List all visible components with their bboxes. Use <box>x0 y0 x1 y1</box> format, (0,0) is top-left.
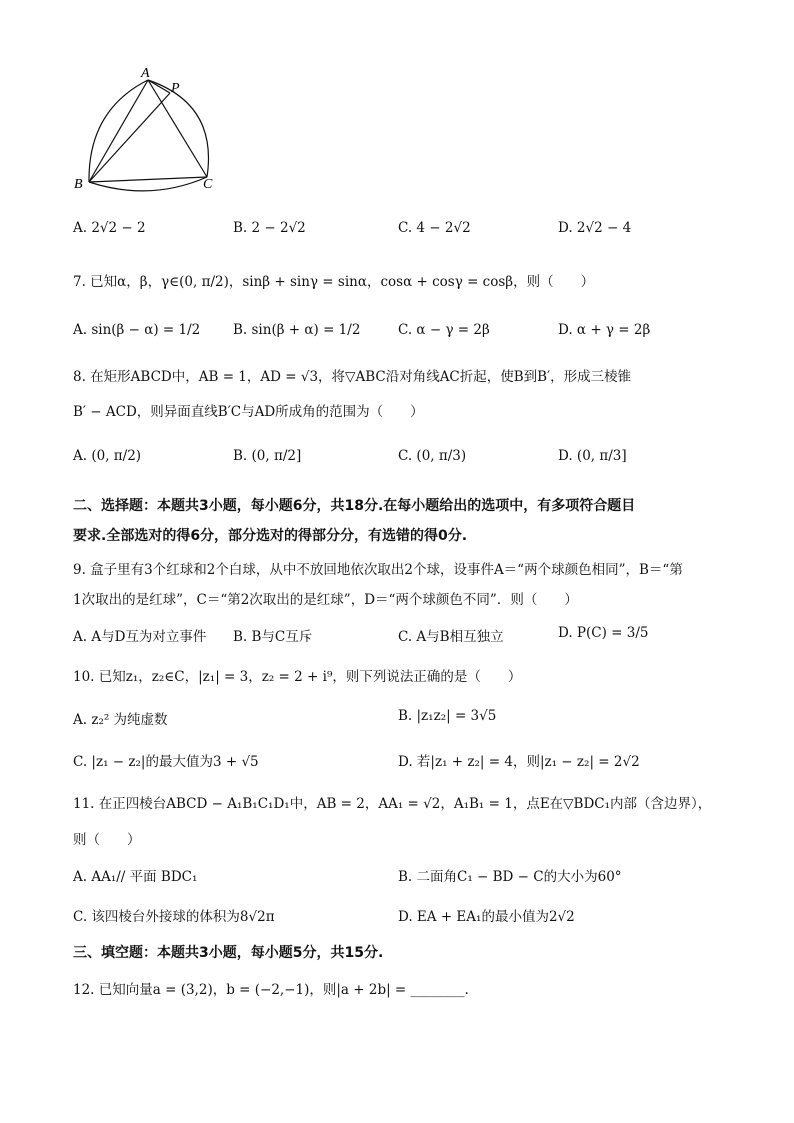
q6-option-b: B. 2 − 2√2 <box>233 220 306 236</box>
q6-option-d: D. 2√2 − 4 <box>558 220 632 236</box>
section2-heading-line1: 二、选择题：本题共3小题，每小题6分，共18分.在每小题给出的选项中，有多项符合题目 <box>73 498 636 514</box>
q11-option-d: D. EA + EA₁的最小值为2√2 <box>398 909 575 925</box>
q8-option-b: B. (0, π/2] <box>233 448 302 464</box>
segment-pb <box>89 93 170 182</box>
q11-option-b: B. 二面角C₁ − BD − C的大小为60° <box>398 869 622 885</box>
q6-option-a: A. 2√2 − 2 <box>73 220 146 236</box>
section2-heading-line2: 要求.全部选对的得6分，部分选对的得部分分，有选错的得0分. <box>73 528 468 544</box>
label-c: C <box>203 177 213 192</box>
q10-option-a: A. z₂² 为纯虚数 <box>73 712 168 728</box>
q8-option-c: C. (0, π/3) <box>398 448 467 464</box>
q8-stem-line1: 8. 在矩形ABCD中，AB = 1，AD = √3，将▽ABC沿对角线AC折起，使B到B′，形成三棱锥 <box>73 369 632 385</box>
q11-stem-line1: 11. 在正四棱台ABCD − A₁B₁C₁D₁中，AB = 2，AA₁ = √2，A₁B₁ = 1，点E在▽BDC₁内部（含边界）， <box>73 796 712 812</box>
q9-option-a: A. A与D互为对立事件 <box>73 629 207 645</box>
section3-heading: 三、填空题：本题共3小题，每小题5分，共15分. <box>73 945 384 961</box>
q7-option-a: A. sin(β − α) = 1/2 <box>73 322 201 338</box>
q10-option-c: C. |z₁ − z₂|的最大值为3 + √5 <box>73 754 259 770</box>
q8-option-a: A. (0, π/2) <box>73 448 142 464</box>
q10-option-b: B. |z₁z₂| = 3√5 <box>398 708 497 724</box>
q11-stem-line2: 则（ ） <box>73 832 141 848</box>
segment-bc <box>89 177 207 182</box>
q8-option-d: D. (0, π/3] <box>558 448 627 464</box>
q10-stem: 10. 已知z₁，z₂∈C，|z₁| = 3，z₂ = 2 + i⁹，则下列说法正确的是（ ） <box>73 669 522 685</box>
label-b: B <box>74 177 83 192</box>
q10-option-d: D. 若|z₁ + z₂| = 4，则|z₁ − z₂| = 2√2 <box>398 754 640 770</box>
q11-option-a: A. AA₁// 平面 BDC₁ <box>73 869 198 885</box>
q7-option-b: B. sin(β + α) = 1/2 <box>233 322 361 338</box>
q7-option-c: C. α − γ = 2β <box>398 322 490 338</box>
q8-stem-line2: B′ − ACD，则异面直线B′C与AD所成角的范围为（ ） <box>73 404 424 420</box>
label-a: A <box>141 66 150 81</box>
q9-option-d: D. P(C) = 3/5 <box>558 625 649 641</box>
q12-stem: 12. 已知向量a = (3,2)，b = (−2,−1)，则|a + 2b| = ________. <box>73 982 469 998</box>
label-p: P <box>171 81 180 96</box>
triangle-arc-figure <box>70 62 230 192</box>
q9-option-c: C. A与B相互独立 <box>398 629 504 645</box>
q9-stem-line1: 9. 盒子里有3个红球和2个白球，从中不放回地依次取出2个球，设事件A＝“两个球颜色相同”，B＝“第 <box>73 562 683 578</box>
q7-stem: 7. 已知α，β，γ∈(0, π/2)，sinβ + sinγ = sinα，cosα + cosγ = cosβ，则（ ） <box>73 274 595 290</box>
q7-option-d: D. α + γ = 2β <box>558 322 651 338</box>
q11-option-c: C. 该四棱台外接球的体积为8√2π <box>73 909 275 925</box>
q9-stem-line2: 1次取出的是红球”，C＝“第2次取出的是红球”，D＝“两个球颜色不同”．则（ ） <box>73 592 578 608</box>
q6-option-c: C. 4 − 2√2 <box>398 220 471 236</box>
q9-option-b: B. B与C互斥 <box>233 629 313 645</box>
